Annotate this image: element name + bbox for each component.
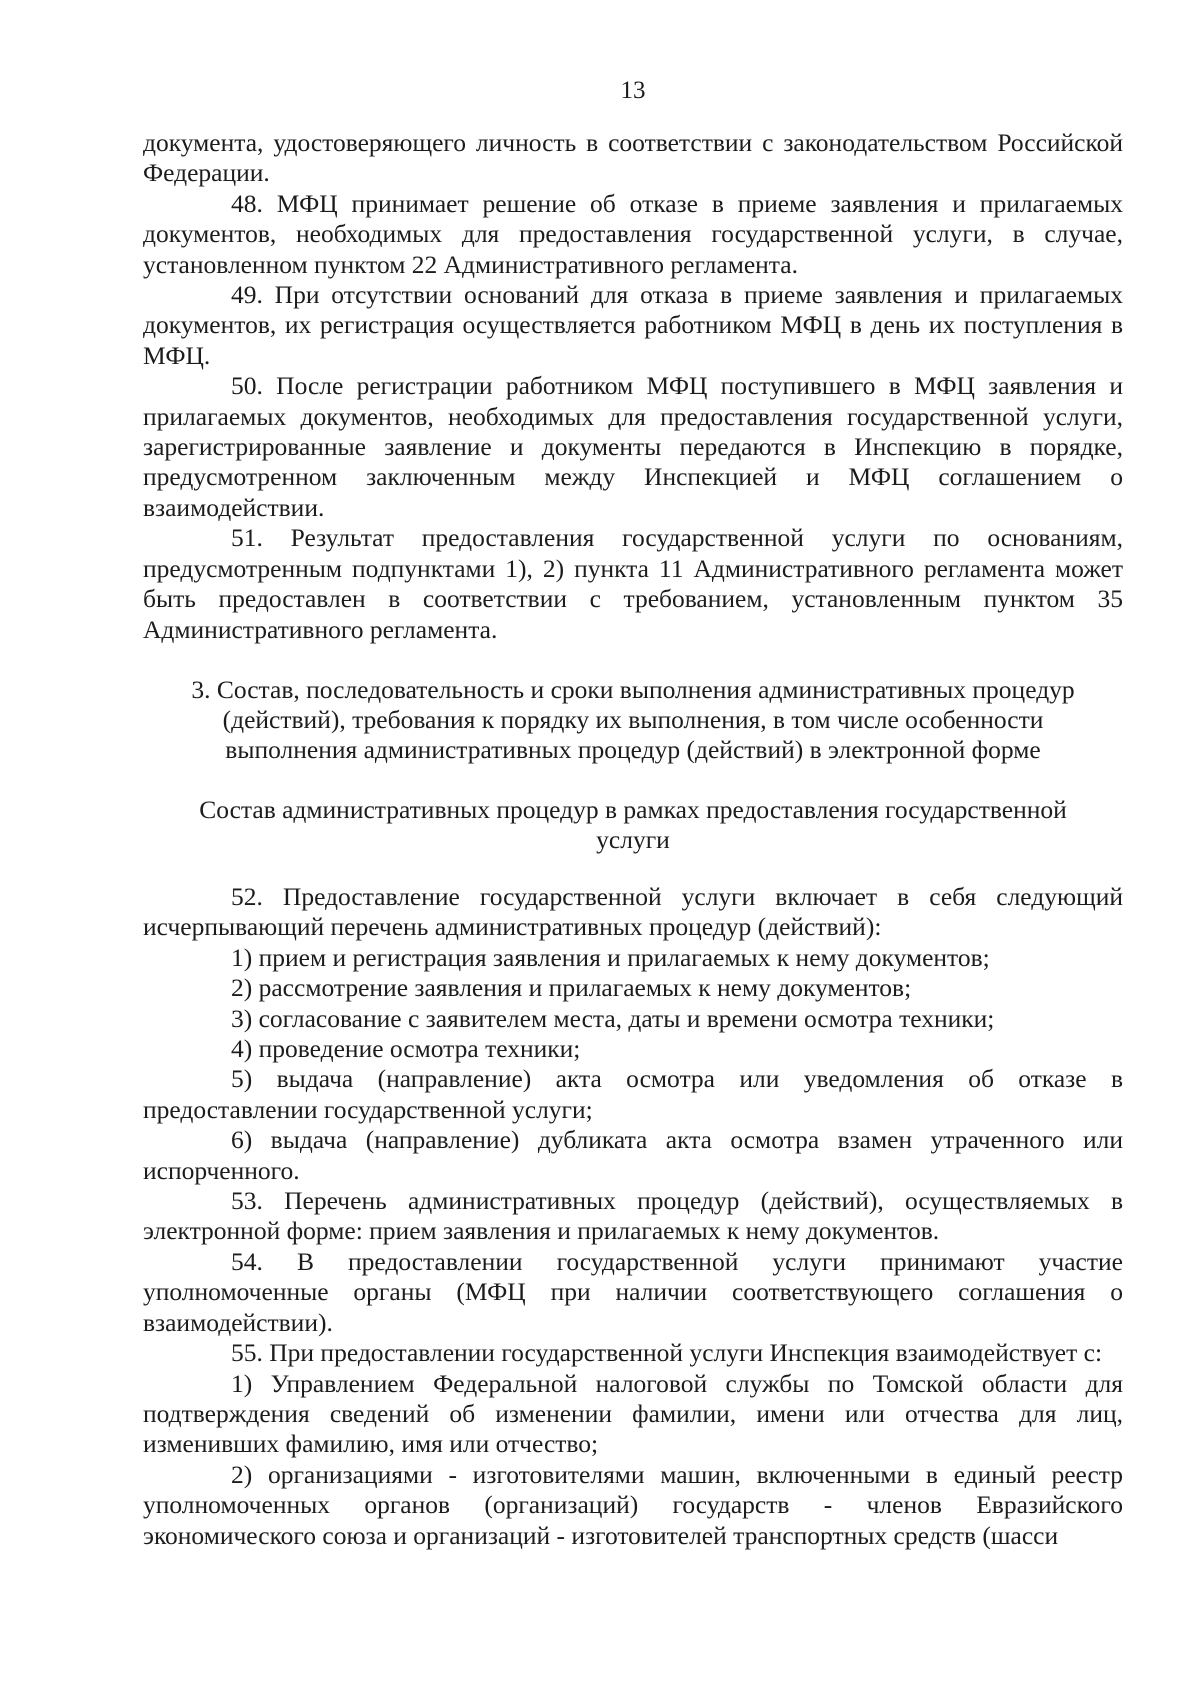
- list-item-52-4: 4) проведение осмотра техники;: [231, 1034, 581, 1064]
- paragraph-49: 49. При отсутствии оснований для отказа в приеме заявления и прилагаемых документов, их регистрация осуществляется работником МФЦ в день их поступления в МФЦ.: [143, 280, 1123, 370]
- list-item-55-1: 1) Управлением Федеральной налоговой службы по Томской области для подтверждения сведений об изменении фамилии, имени или отчества для лиц, изменивших фамилию, имя или отчество;: [143, 1368, 1123, 1459]
- list-item-52-5: 5) выдача (направление) акта осмотра или уведомления об отказе в предоставлении государственной услуги;: [143, 1064, 1123, 1124]
- subsection-heading: [143, 795, 1123, 855]
- paragraph-52: 52. Предоставление государственной услуги включает в себя следующий исчерпывающий перечень административных процедур (действий):: [143, 882, 1123, 942]
- list-item-52-6: 6) выдача (направление) дубликата акта осмотра взамен утраченного или испорченного.: [143, 1125, 1123, 1185]
- paragraph-53: 53. Перечень административных процедур (действий), осуществляемых в электронной форме: прием заявления и прилагаемых к нему документов.: [143, 1186, 1123, 1246]
- section-heading-line-1: 3. Состав, последовательность и сроки выполнения административных процедур: [191, 675, 1075, 704]
- list-item-55-2: 2) организациями - изготовителями машин, включенными в единый реестр уполномоченных органов (организаций) государств - членов Евразийского экономического союза и организаций - изготовителей транспортных средств (шасси: [143, 1459, 1123, 1550]
- paragraph-continuation: документа, удостоверяющего личность в соответствии с законодательством Российской Федерации.: [143, 128, 1123, 188]
- subsection-heading-line-1: Состав административных процедур в рамках предоставления государственной: [199, 795, 1067, 824]
- paragraph-50: 50. После регистрации работником МФЦ поступившего в МФЦ заявления и прилагаемых документов, необходимых для предоставления государственной услуги, зарегистрированные заявление и документы передаются в Инспекцию в порядке, предусмотренном заключенным между Инспекцией и МФЦ соглашением о взаимодействии.: [143, 371, 1123, 522]
- section-heading-line-3: выполнения административных процедур (действий) в электронной форме: [225, 735, 1041, 764]
- list-item-52-2: 2) рассмотрение заявления и прилагаемых к нему документов;: [231, 973, 912, 1003]
- paragraph-51: 51. Результат предоставления государственной услуги по основаниям, предусмотренным подпунктами 1), 2) пункта 11 Административного регламента может быть предоставлен в соответствии с требованием, установленным пунктом 35 Административного регламента.: [143, 523, 1123, 644]
- list-item-52-3: 3) согласование с заявителем места, даты и времени осмотра техники;: [231, 1003, 995, 1033]
- list-item-52-1: 1) прием и регистрация заявления и прилагаемых к нему документов;: [231, 942, 990, 972]
- paragraph-48: 48. МФЦ принимает решение об отказе в приеме заявления и прилагаемых документов, необходимых для предоставления государственной услуги, в случае, установленном пунктом 22 Административного регламента.: [143, 188, 1123, 279]
- section-heading-line-2: (действий), требования к порядку их выполнения, в том числе особенности: [222, 705, 1044, 734]
- top-text-block: [143, 128, 1123, 645]
- bottom-text-block: [143, 882, 1123, 1551]
- paragraph-54: 54. В предоставлении государственной услуги принимают участие уполномоченные органы (МФЦ при наличии соответствующего соглашения о взаимодействии).: [143, 1246, 1123, 1337]
- section-heading: [143, 675, 1123, 765]
- paragraph-55: 55. При предоставлении государственной услуги Инспекция взаимодействует с:: [231, 1338, 1103, 1368]
- subsection-heading-line-2: услуги: [596, 825, 670, 854]
- page-number: 13: [620, 77, 646, 104]
